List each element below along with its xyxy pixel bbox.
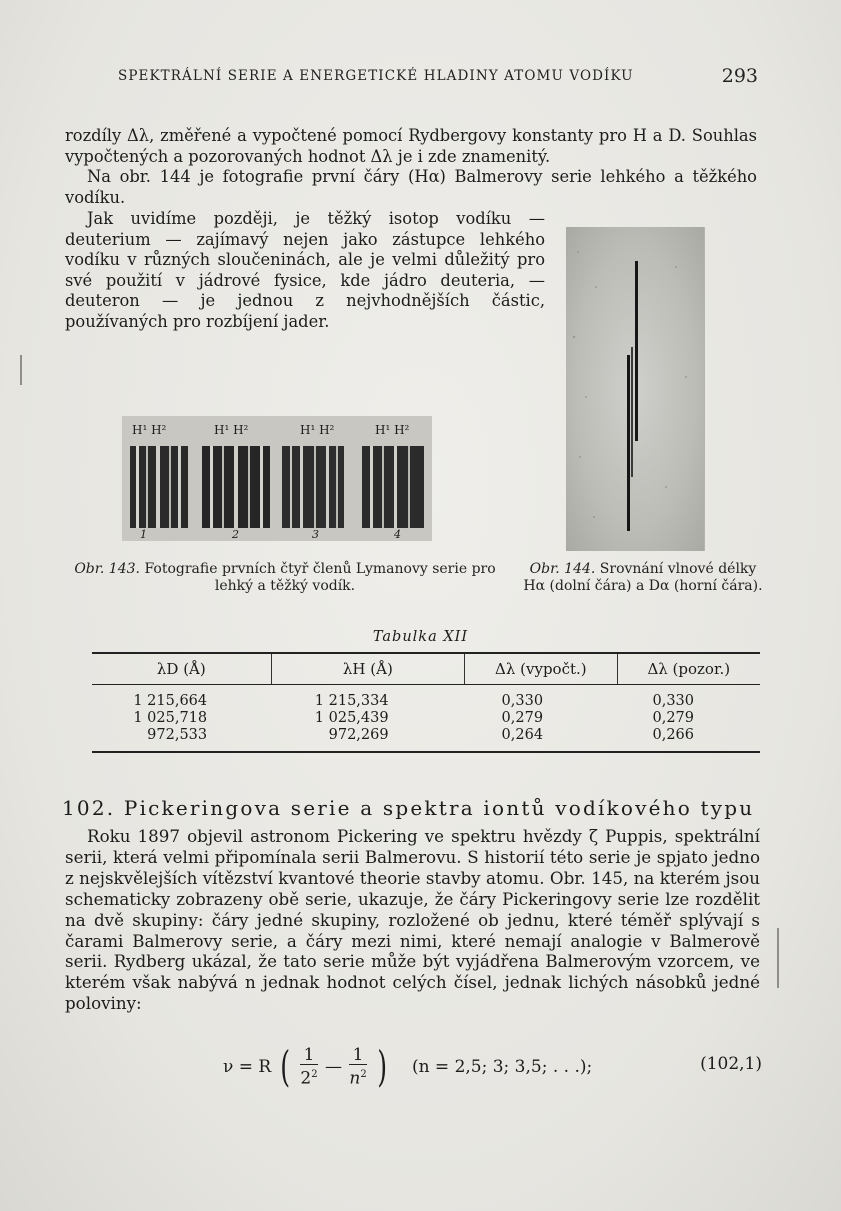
- cell-lambda-h: 1 215,334: [314, 693, 389, 709]
- intro-paragraphs: [65, 126, 757, 208]
- deuterium-paragraph: [65, 209, 545, 332]
- cell-delta-observed: 0,330: [652, 693, 694, 709]
- cell-delta-computed: 0,264: [501, 727, 544, 743]
- right-paren: ): [377, 1042, 388, 1092]
- page-number: 293: [721, 65, 758, 87]
- header-delta-computed: Δλ (vypočt.): [465, 653, 617, 685]
- cell-lambda-d: 1 025,718: [133, 710, 208, 726]
- paragraph-deuterium: Jak uvidíme později, je těžký isotop vodíku — deuterium — zajímavý nejen jako zástupce lehkého vodíku v různých sloučeninách, ale je velmi důležitý pro své použití v jádrové fysice, kde jádro deuteria, — deuteron — je jednou z nejvhodnějších částic, používaných pro rozbíjení jader.: [65, 209, 545, 331]
- header-delta-observed: Δλ (pozor.): [617, 653, 760, 685]
- figure-143-caption-text: Fotografie prvních čtyř členů Lymanovy serie pro lehký a těžký vodík.: [144, 561, 496, 594]
- table-row: [92, 710, 760, 727]
- paragraph-fig-144-ref: Na obr. 144 je fotografie první čáry (Hα) Balmerovy serie lehkého a těžkého vodíku.: [65, 167, 757, 207]
- cell-lambda-h: 1 025,439: [314, 710, 389, 726]
- h-alpha-line: [627, 355, 630, 531]
- table-row: [92, 727, 760, 744]
- fraction-second: [349, 1046, 366, 1089]
- paragraph-delta-lambda: rozdíly Δλ, změřené a vypočtené pomocí Rydbergovy konstanty pro H a D. Souhlas vypočtených a pozorovaných hodnot Δλ je i zde znamenitý.: [65, 126, 757, 166]
- figure-144-caption-label: Obr. 144.: [529, 561, 596, 577]
- fraction-second-numerator: 1: [349, 1046, 366, 1065]
- fig143-number-4: 4: [394, 528, 401, 541]
- figure-143-photo: [122, 416, 432, 541]
- paragraph-pickering: Roku 1897 objevil astronom Pickering ve spektru hvězdy ζ Puppis, spektrální serii, která velmi připomínala serii Balmerovu. S historií této serie je spjato jedno z nejskvělejších vítězství kvantové theorie stavby atomu. Obr. 145, na kterém jsou schematicky zobrazeny obě serie, ukazuje, že čáry Pickeringovy serie lze rozdělit na dvě skupiny: čáry jedné skupiny, rozložené ob jednu, které téměř splývají s čarami Balmerovy serie, a čáry mezi nimi, které nemají analogie v Balmerově serii. Rydberg ukázal, že tato serie může být vyjádřena Balmerovým vzorcem, ve kterém však nabývá n jednak hodnot celých čísel, jednak lichých násobků jedné poloviny:: [65, 826, 760, 1014]
- wavelength-table: [92, 652, 760, 753]
- figure-144-photo: [566, 227, 705, 551]
- fig143-number-2: 2: [232, 528, 239, 541]
- minus-sign: —: [325, 1057, 342, 1078]
- cell-delta-computed: 0,279: [501, 710, 544, 726]
- pickering-paragraph: [65, 826, 760, 1014]
- figure-143-caption: [65, 561, 505, 595]
- cell-delta-observed: 0,279: [652, 710, 694, 726]
- section-number: 102.: [62, 796, 116, 820]
- fig143-member-1: [130, 446, 188, 528]
- table-row: [92, 693, 760, 710]
- cell-delta-computed: 0,330: [501, 693, 544, 709]
- equation-number: (102,1): [700, 1054, 762, 1074]
- section-heading: [62, 796, 762, 820]
- fig143-member-3: [282, 446, 344, 528]
- fig143-number-3: 3: [312, 528, 319, 541]
- section-title: Pickeringova serie a spektra iontů vodíkového typu: [123, 796, 755, 820]
- fig143-label-2: H¹ H²: [214, 423, 249, 437]
- header-lambda-d: λD (Å): [92, 653, 271, 685]
- cell-lambda-d: 972,533: [147, 727, 208, 743]
- equation-102-1: [65, 1042, 762, 1092]
- figure-144-spectral-lines: [566, 227, 704, 551]
- fraction-second-denominator: $n^2$: [349, 1068, 367, 1089]
- fig143-label-1: H¹ H²: [132, 423, 167, 437]
- scan-mark-left: [20, 355, 22, 385]
- fig143-number-1: 1: [140, 528, 147, 541]
- scan-mark-right: [777, 928, 779, 988]
- fig143-label-4: H¹ H²: [375, 423, 410, 437]
- left-paren: (: [279, 1042, 290, 1092]
- fraction-first-numerator: 1: [300, 1046, 317, 1065]
- figure-143-spectrum: [122, 416, 432, 541]
- table-header-row: [92, 653, 760, 685]
- cell-lambda-h: 972,269: [328, 727, 389, 743]
- fig143-member-4: [362, 446, 424, 528]
- header-lambda-h: λH (Å): [271, 653, 464, 685]
- d-alpha-line: [635, 261, 638, 441]
- fig143-label-3: H¹ H²: [300, 423, 335, 437]
- figure-143-caption-label: Obr. 143.: [74, 561, 140, 577]
- equation-body: [223, 1042, 593, 1092]
- running-head-title: SPEKTRÁLNÍ SERIE A ENERGETICKÉ HLADINY ATOMU VODÍKU: [118, 68, 634, 84]
- equation-lhs: ν = R: [223, 1057, 272, 1078]
- fig143-member-2: [202, 446, 270, 528]
- figure-144-caption: [518, 561, 768, 595]
- fraction-first-denominator: $2^2$: [300, 1068, 318, 1089]
- figure-144-caption-text: Srovnání vlnové délky Hα (dolní čára) a Dα (horní čára).: [523, 561, 763, 594]
- table-title: Tabulka XII: [372, 629, 469, 645]
- equation-condition: (n = 2,5; 3; 3,5; . . .);: [411, 1057, 593, 1078]
- cell-lambda-d: 1 215,664: [133, 693, 208, 709]
- cell-delta-observed: 0,266: [652, 727, 694, 743]
- fraction-first: [300, 1046, 317, 1089]
